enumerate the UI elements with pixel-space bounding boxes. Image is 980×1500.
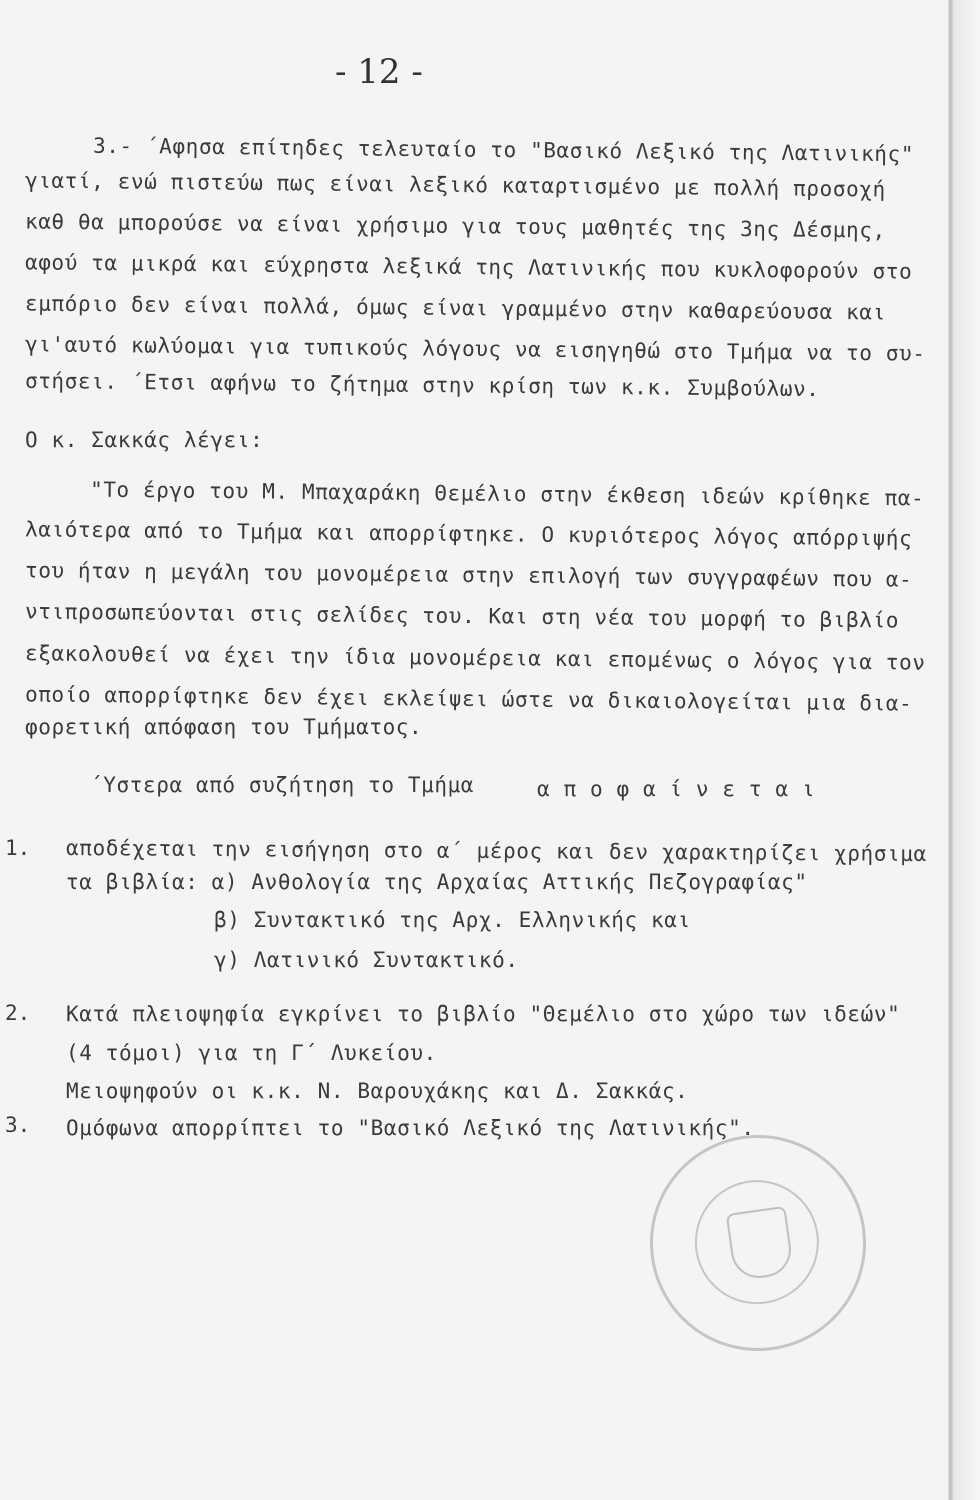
paragraph-3-line-5: εμπόριο δεν είναι πολλά, όμως είναι γραμμένο στην καθαρεύουσα και [24, 291, 886, 325]
decision-2-line-1: Κατά πλειοψηφία εγκρίνει το βιβλίο "Θεμέλιο στο χώρο των ιδεών" [66, 1002, 901, 1026]
decision-2-line-2: (4 τόμοι) για τη Γ΄ Λυκείου. [66, 1041, 437, 1065]
decision-3-number: 3. [5, 1113, 31, 1137]
decision-1-line-1: αποδέχεται την εισήγηση στο α΄ μέρος και δεν χαρακτηρίζει χρήσιμα [65, 835, 927, 867]
decision-1-number: 1. [5, 836, 31, 860]
official-stamp [636, 1121, 880, 1365]
decision-intro: ΄Υστερα από συζήτηση το Τμήμα [90, 773, 475, 797]
sakkas-quote-line-7: φορετική απόφαση του Τμήματος. [25, 715, 423, 739]
sakkas-quote-line-1: "Το έργο του Μ. Μπαχαράκη Θεμέλιο στην έκθεση ιδεών κρίθηκε πα- [89, 477, 925, 511]
decision-2-number: 2. [5, 1001, 31, 1025]
paragraph-3-line-6: γι'αυτό κωλύομαι για τυπικούς λόγους να εισηγηθώ στο Τμήμα να το συ- [24, 332, 926, 366]
sakkas-quote-line-3: του ήταν η μεγάλη του μονομέρεια στην επιλογή των συγγραφέων που α- [24, 558, 913, 592]
sakkas-quote-line-5: εξακολουθεί να έχει την ίδια μονομέρεια και επομένως ο λόγος για τον [24, 641, 926, 675]
decision-1-line-3: β) Συντακτικό της Αρχ. Ελληνικής και [214, 908, 691, 932]
sakkas-quote-line-4: ντιπροσωπεύονται στις σελίδες του. Και στη νέα του μορφή το βιβλίο [24, 599, 900, 633]
page-edge [948, 0, 980, 1500]
decision-2-line-3: Μειοψηφούν οι κ.κ. Ν. Βαρουχάκης και Δ. Σακκάς. [66, 1079, 689, 1103]
decision-1-line-2: τα βιβλία: α) Ανθολογία της Αρχαίας Αττικής Πεζογραφίας" [66, 870, 808, 894]
decision-3-line-1: Ομόφωνα απορρίπτει το "Βασικό Λεξικό της Λατινικής". [66, 1116, 755, 1140]
paragraph-3-line-7: στήσει. ΄Ετσι αφήνω το ζήτημα στην κρίση των κ.κ. Συμβούλων. [24, 368, 820, 402]
paragraph-3-line-1: 3.- ΄Αφησα επίτηδες τελευταίο το "Βασικό Λεξικό της Λατινικής" [92, 133, 915, 167]
decision-1-line-4: γ) Λατινικό Συντακτικό. [214, 948, 519, 972]
sakkas-quote-line-6: οποίο απορρίφτηκε δεν έχει εκλείψει ώστε να δικαιολογείται μια δια- [24, 682, 913, 716]
sakkas-intro: Ο κ. Σακκάς λέγει: [25, 428, 264, 452]
paragraph-3-line-3: καθ θα μπορούσε να είναι χρήσιμο για τους μαθητές της 3ης Δέσμης, [24, 209, 886, 243]
paragraph-3-line-4: αφού τα μικρά και εύχρηστα λεξικά της Λατινικής που κυκλοφορούν στο [24, 250, 913, 284]
decision-verb: α π ο φ α ί ν ε τ α ι [537, 777, 816, 801]
sakkas-quote-line-2: λαιότερα από το Τμήμα και απορρίφτηκε. Ο κυριότερος λόγος απόρριψής [24, 517, 913, 551]
paragraph-3-line-2: γιατί, ενώ πιστεύω πως είναι λεξικό καταρτισμένο με πολλή προσοχή [24, 168, 886, 202]
page-number: - 12 - [335, 52, 423, 92]
